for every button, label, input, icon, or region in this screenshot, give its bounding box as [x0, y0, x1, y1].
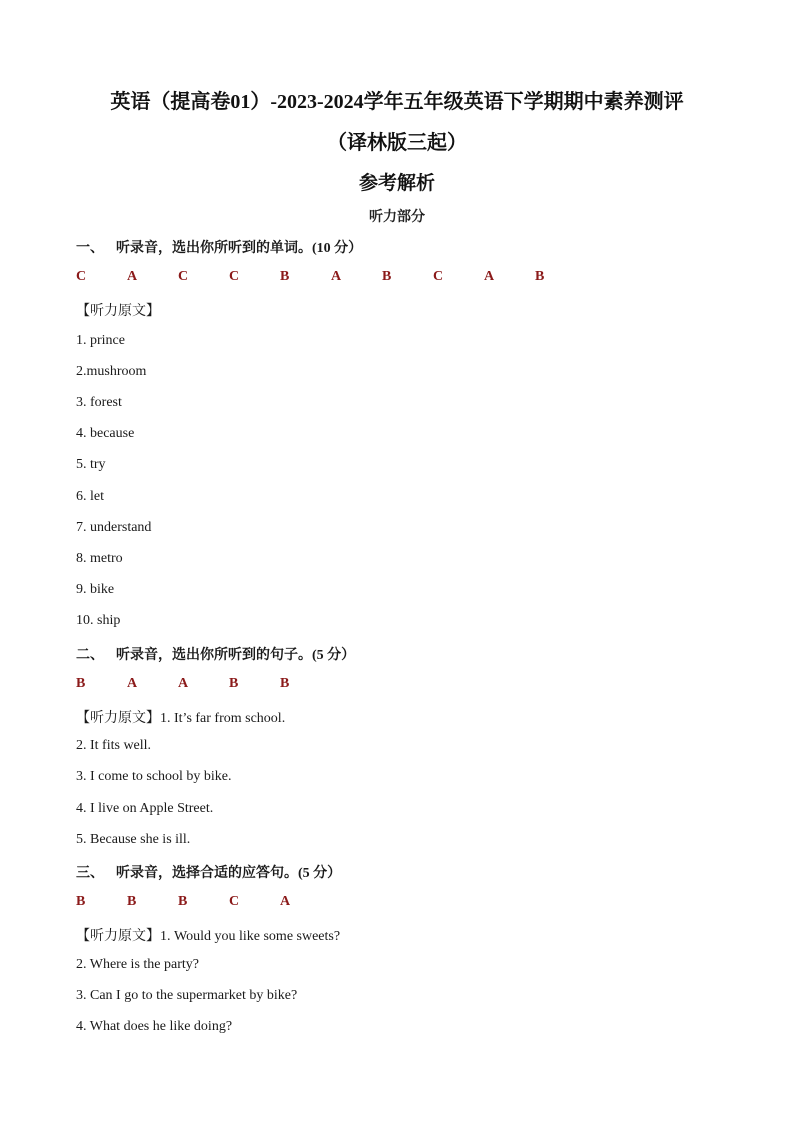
script-line: 3. forest	[76, 395, 122, 410]
answer-item: B	[229, 676, 239, 691]
script-line: 6. let	[76, 489, 104, 504]
section2-heading	[76, 644, 355, 664]
script-line: 1. It’s far from school.	[160, 711, 286, 726]
answer-item: B	[127, 894, 137, 909]
section2-answers	[76, 676, 776, 696]
script-line: 10. ship	[76, 613, 121, 628]
script-line: 2.mushroom	[76, 364, 147, 379]
script-line: 5. Because she is ill.	[76, 832, 191, 847]
section3-title: 听录音，选择合适的应答句。(5 分）	[116, 866, 342, 881]
section3-heading	[76, 862, 341, 882]
section2-script-first	[76, 707, 285, 727]
section2-number: 二、	[76, 648, 104, 663]
section1-heading	[76, 237, 362, 257]
section1-script-label: 【听力原文】	[76, 304, 160, 319]
answer-item: C	[433, 269, 444, 284]
answer-item: B	[280, 269, 290, 284]
answer-item: C	[229, 269, 240, 284]
section1-answers	[76, 269, 776, 289]
script-line: 3. I come to school by bike.	[76, 769, 232, 784]
answer-item: B	[76, 676, 86, 691]
script-line: 4. What does he like doing?	[76, 1019, 233, 1034]
answer-item: C	[229, 894, 240, 909]
answer-item: A	[484, 269, 495, 284]
script-line: 3. Can I go to the supermarket by bike?	[76, 988, 298, 1003]
script-line: 5. try	[76, 457, 106, 472]
answer-item: C	[178, 269, 189, 284]
script-line: 7. understand	[76, 520, 152, 535]
section2-title: 听录音，选出你所听到的句子。(5 分）	[116, 648, 356, 663]
section3-script-first	[76, 925, 340, 945]
answer-item: A	[178, 676, 189, 691]
script-line: 2. Where is the party?	[76, 957, 199, 972]
answer-item: B	[280, 676, 290, 691]
script-line: 4. I live on Apple Street.	[76, 801, 214, 816]
section3-number: 三、	[76, 866, 104, 881]
answer-item: B	[535, 269, 545, 284]
document-title-edition: （译林版三起）	[327, 132, 467, 154]
script-line: 8. metro	[76, 551, 123, 566]
script-line: 9. bike	[76, 582, 115, 597]
answer-item: A	[280, 894, 291, 909]
answer-item: A	[127, 269, 138, 284]
answer-item: C	[76, 269, 87, 284]
script-line: 1. prince	[76, 333, 125, 348]
section1-title: 听录音，选出你所听到的单词。(10 分）	[116, 241, 363, 256]
section-group-title: 听力部分	[369, 210, 425, 225]
section1-number: 一、	[76, 241, 104, 256]
script-line: 2. It fits well.	[76, 738, 152, 753]
script-line: 1. Would you like some sweets?	[160, 929, 341, 944]
section3-answers	[76, 894, 776, 914]
document-title: 英语（提高卷01）-2023-2024学年五年级英语下学期期中素养测评	[110, 91, 684, 113]
document-title-answer-key: 参考解析	[358, 173, 435, 194]
script-line: 4. because	[76, 426, 135, 441]
answer-item: B	[178, 894, 188, 909]
section2-script-label: 【听力原文】	[76, 711, 160, 726]
answer-item: B	[382, 269, 392, 284]
answer-item: A	[127, 676, 138, 691]
answer-item: B	[76, 894, 86, 909]
section3-script-label: 【听力原文】	[76, 929, 160, 944]
answer-item: A	[331, 269, 342, 284]
